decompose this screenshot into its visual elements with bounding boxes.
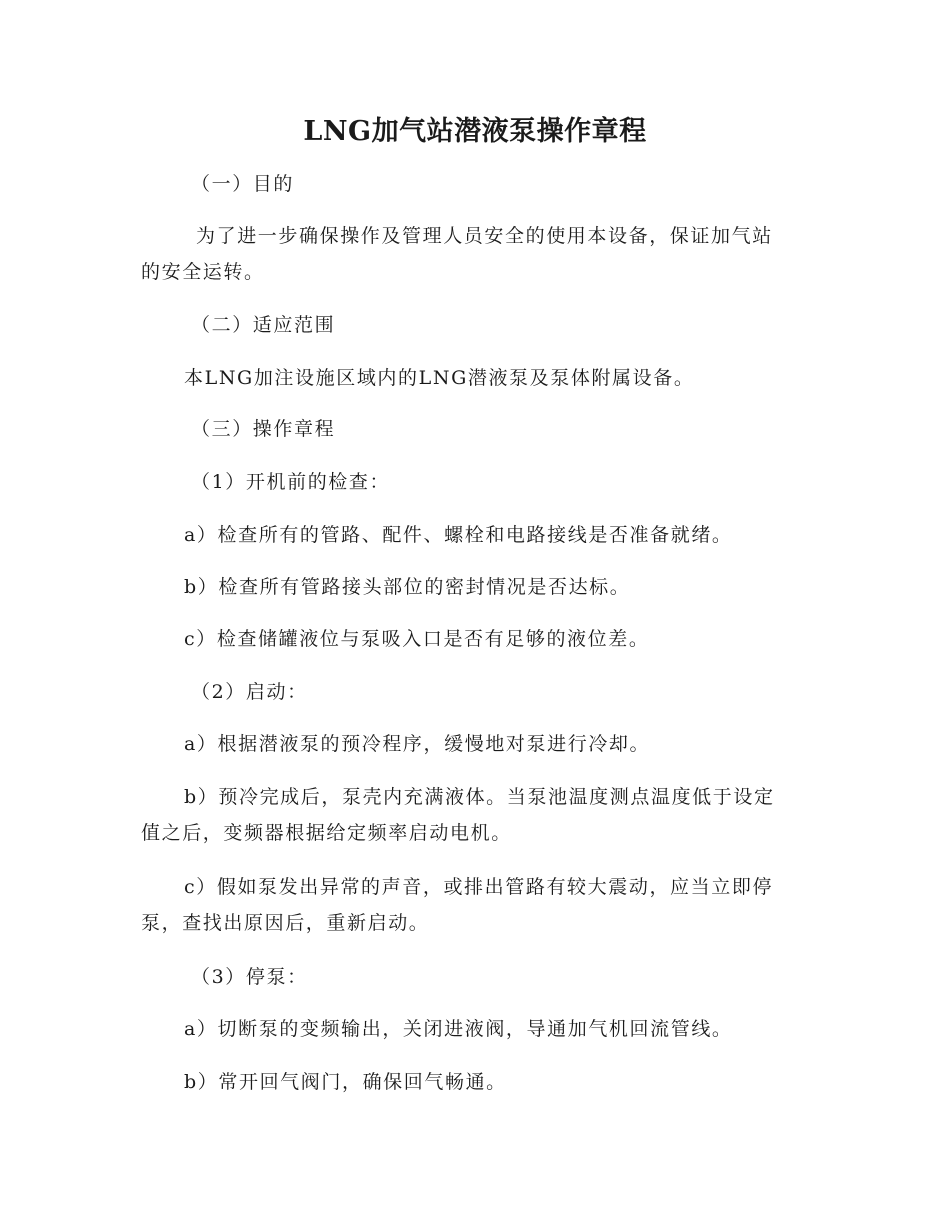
purpose-text-line-1: 为了进一步确保操作及管理人员安全的使用本设备，保证加气站 bbox=[196, 225, 773, 247]
startup-item-a: a）根据潜液泵的预冷程序，缓慢地对泵进行冷却。 bbox=[184, 733, 651, 755]
section-heading-procedure: （三）操作章程 bbox=[191, 418, 336, 440]
scope-text: 本LNG加注设施区域内的LNG潜液泵及泵体附属设备。 bbox=[184, 367, 695, 389]
shutdown-item-b: b）常开回气阀门，确保回气畅通。 bbox=[184, 1071, 507, 1093]
precheck-item-c: c）检查储罐液位与泵吸入口是否有足够的液位差。 bbox=[184, 628, 650, 650]
subsection-heading-precheck: （1）开机前的检查： bbox=[191, 471, 391, 493]
subsection-heading-startup: （2）启动： bbox=[191, 681, 308, 703]
document-title: LNG加气站潜液泵操作章程 bbox=[303, 116, 647, 147]
startup-item-b-line-2: 值之后，变频器根据给定频率启动电机。 bbox=[141, 822, 512, 844]
startup-item-b-line-1: b）预冷完成后，泵壳内充满液体。当泵池温度测点温度低于设定 bbox=[184, 786, 775, 808]
subsection-heading-shutdown: （3）停泵： bbox=[191, 966, 308, 988]
precheck-item-a: a）检查所有的管路、配件、螺栓和电路接线是否准备就绪。 bbox=[184, 524, 733, 546]
startup-item-c-line-2: 泵，查找出原因后，重新启动。 bbox=[141, 912, 430, 934]
shutdown-item-a: a）切断泵的变频输出，关闭进液阀，导通加气机回流管线。 bbox=[184, 1018, 733, 1040]
startup-item-c-line-1: c）假如泵发出异常的声音，或排出管路有较大震动，应当立即停 bbox=[184, 876, 774, 898]
section-heading-scope: （二）适应范围 bbox=[191, 314, 336, 336]
purpose-text-line-2: 的安全运转。 bbox=[141, 261, 265, 283]
precheck-item-b: b）检查所有管路接头部位的密封情况是否达标。 bbox=[184, 576, 631, 598]
section-heading-purpose: （一）目的 bbox=[191, 173, 295, 195]
